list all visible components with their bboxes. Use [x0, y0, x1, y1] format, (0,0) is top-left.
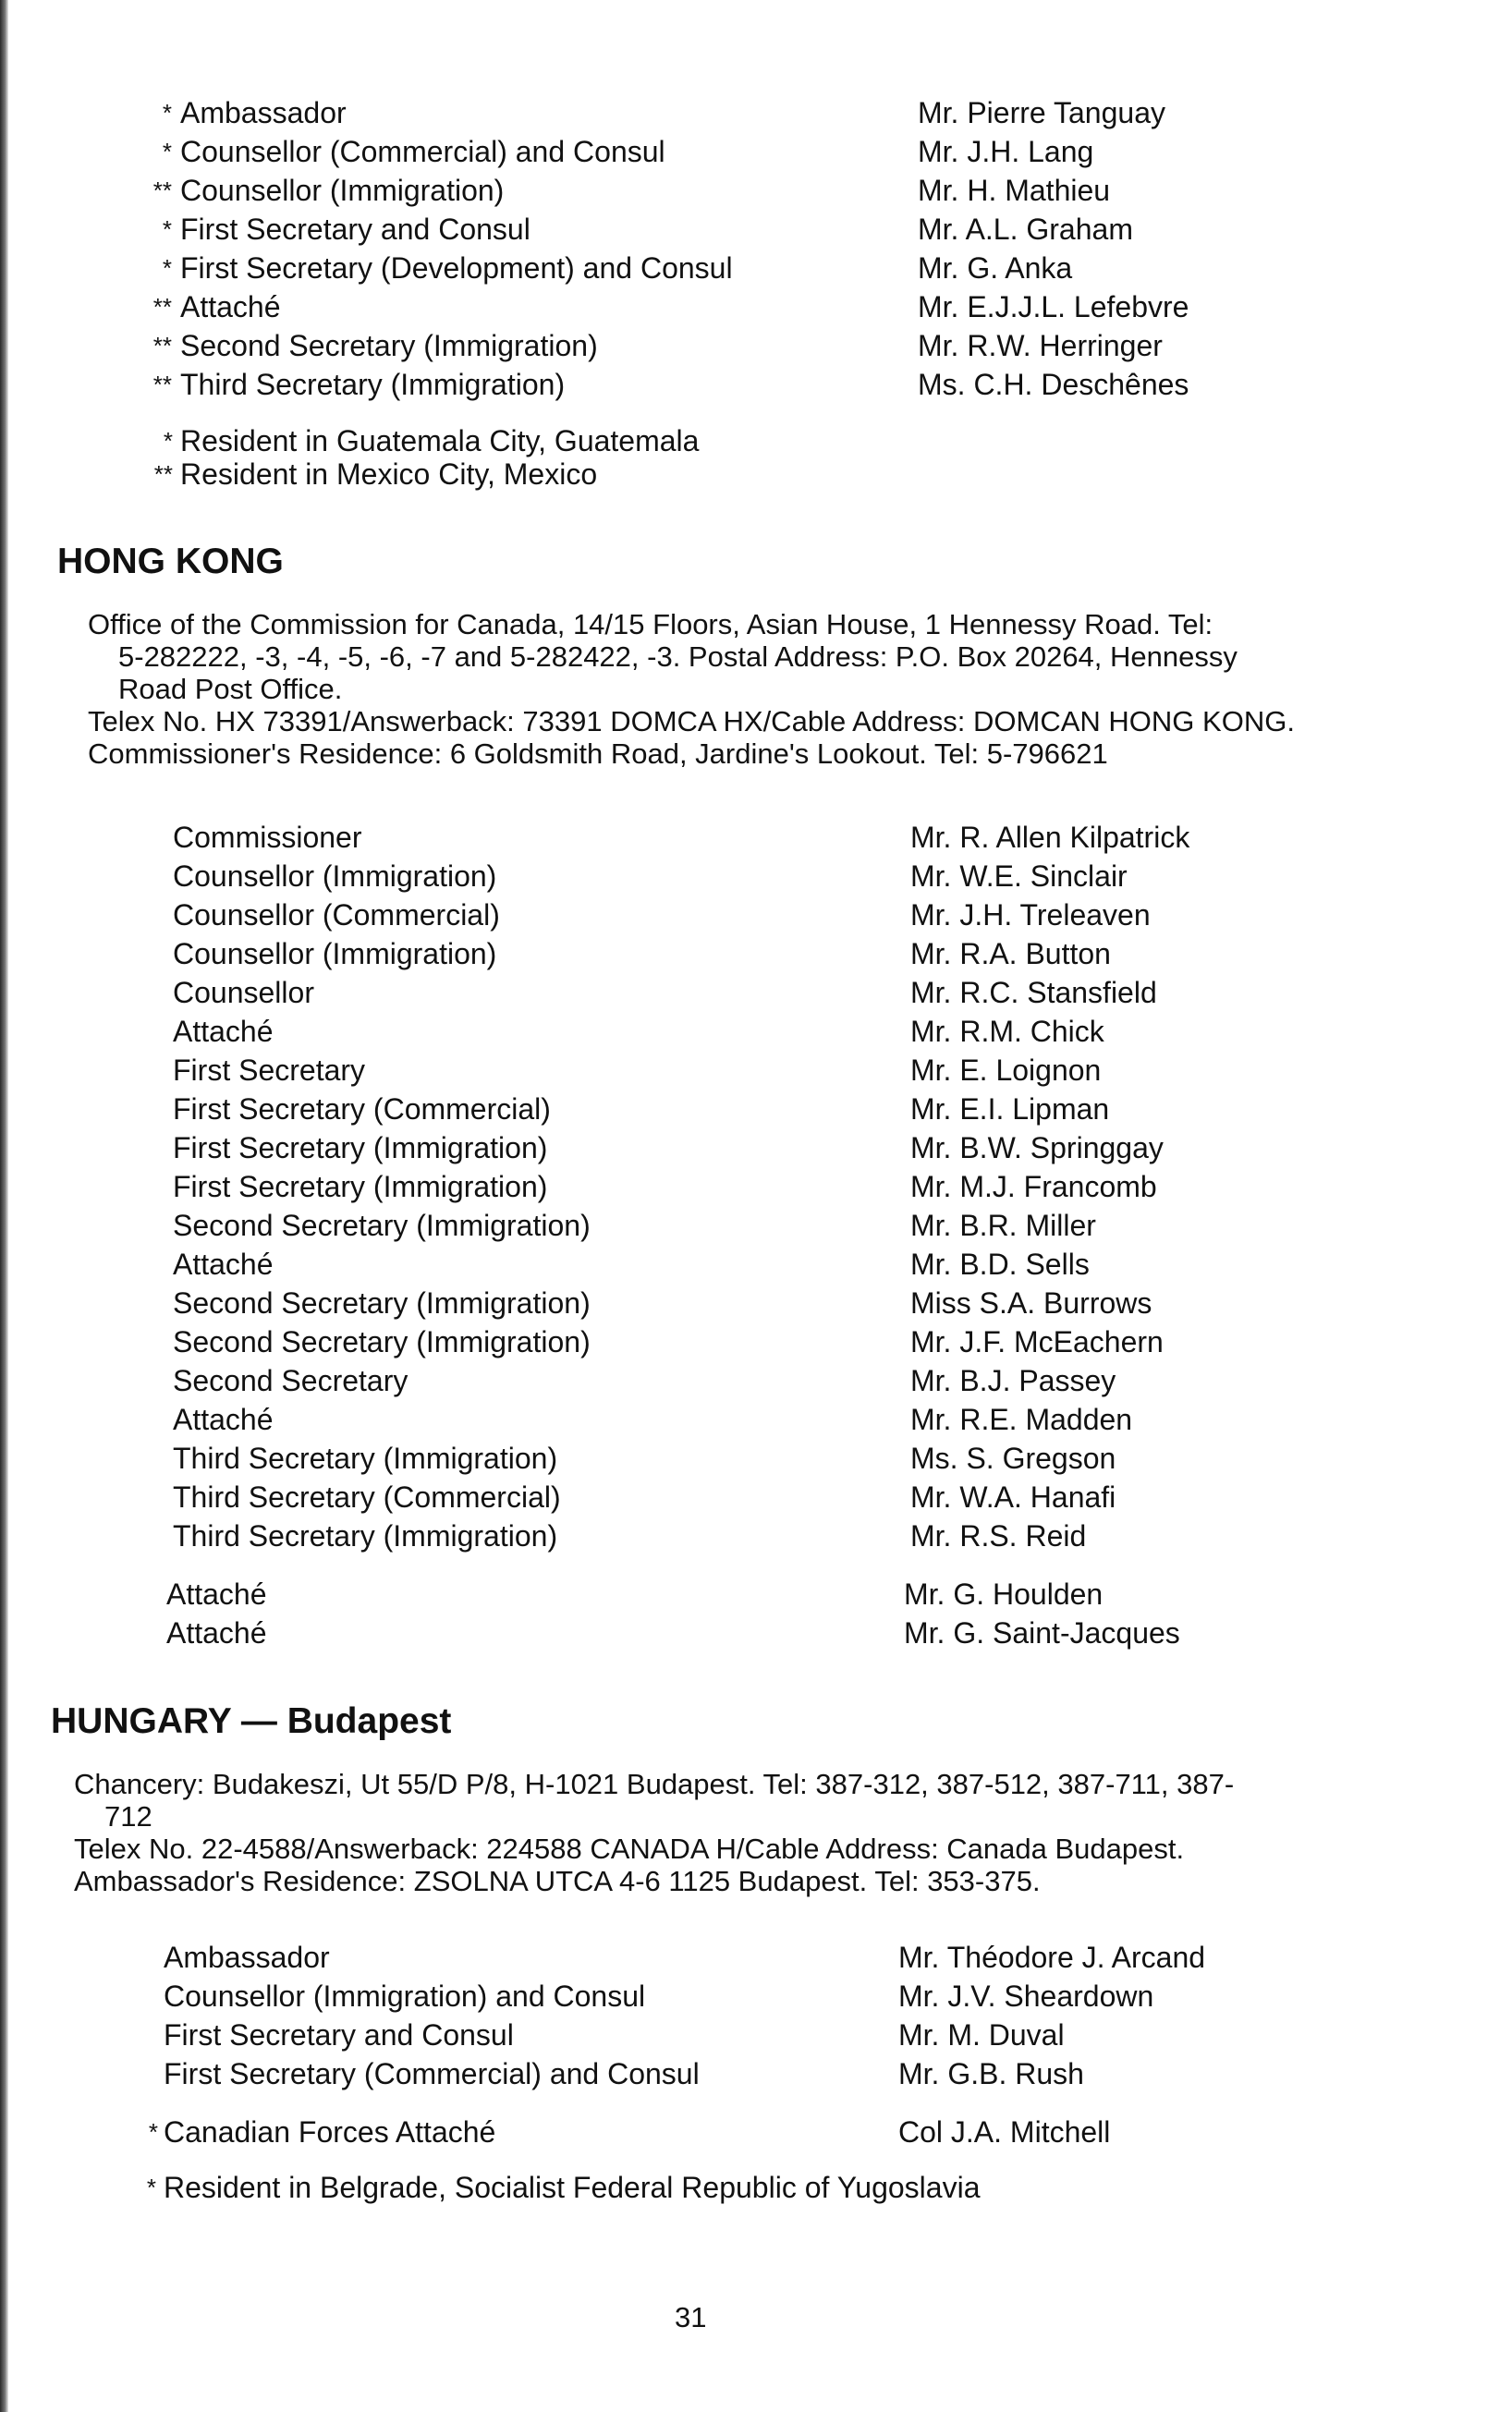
staff-name: Mr. R.M. Chick	[910, 1015, 1104, 1048]
staff-title: Canadian Forces Attaché	[164, 2115, 496, 2149]
staff-title: Attaché	[173, 1248, 274, 1281]
staff-row	[0, 1361, 1512, 1400]
hungary-forces-attache	[0, 2113, 1512, 2151]
footnote-text: Resident in Guatemala City, Guatemala	[180, 424, 700, 457]
staff-row	[0, 249, 1512, 287]
staff-name: Mr. J.F. McEachern	[910, 1325, 1164, 1358]
telex-line: Telex No. HX 73391/Answerback: 73391 DOMCA HX/Cable Address: DOMCAN HONG KONG.	[88, 705, 1295, 737]
staff-row	[0, 365, 1512, 404]
staff-name: Mr. E.J.J.L. Lefebvre	[918, 290, 1189, 323]
footnote-marker: *	[146, 2174, 156, 2201]
staff-title: Commissioner	[173, 821, 362, 854]
staff-title: Counsellor (Commercial) and Consul	[180, 135, 665, 168]
staff-name: Mr. A.L. Graham	[918, 213, 1133, 246]
staff-name: Mr. G. Houlden	[904, 1578, 1104, 1611]
residence-line: Commissioner's Residence: 6 Goldsmith Road, Jardine's Lookout. Tel: 5-796621	[88, 737, 1108, 770]
staff-title: Ambassador	[164, 1941, 330, 1974]
page-number: 31	[675, 2301, 707, 2333]
staff-row	[0, 1977, 1512, 2016]
staff-title: Counsellor (Commercial)	[173, 898, 500, 932]
staff-title: First Secretary (Development) and Consul	[180, 251, 733, 285]
staff-name: Mr. R.W. Herringer	[918, 329, 1163, 362]
staff-title: Second Secretary	[173, 1364, 408, 1397]
section-heading-hong-kong: HONG KONG	[57, 542, 284, 581]
staff-row	[0, 171, 1512, 210]
footnote	[146, 2171, 981, 2204]
staff-name: Mr. B.R. Miller	[910, 1209, 1096, 1242]
staff-name: Mr. Pierre Tanguay	[918, 96, 1165, 129]
staff-row	[0, 895, 1512, 934]
footnote-marker: *	[162, 99, 172, 127]
staff-title: Second Secretary (Immigration)	[173, 1286, 591, 1320]
footnote-marker: **	[153, 460, 173, 488]
staff-title: Attaché	[180, 290, 281, 323]
staff-name: Mr. J.H. Lang	[918, 135, 1094, 168]
staff-title: First Secretary (Immigration)	[173, 1131, 548, 1164]
staff-row	[0, 1206, 1512, 1245]
footnote-marker: *	[148, 2118, 158, 2146]
staff-title: Second Secretary (Immigration)	[180, 329, 598, 362]
staff-name: Ms. C.H. Deschênes	[918, 368, 1189, 401]
mission-address-block	[74, 1768, 1460, 1897]
footnote-marker: **	[152, 371, 172, 398]
staff-title: First Secretary	[173, 1054, 366, 1087]
office-address-line: Office of the Commission for Canada, 14/15 Floors, Asian House, 1 Hennessy Road. Tel:	[88, 608, 1213, 640]
staff-name: Mr. R.E. Madden	[910, 1403, 1133, 1436]
staff-name: Mr. R. Allen Kilpatrick	[910, 821, 1190, 854]
staff-row	[0, 1245, 1512, 1284]
telex-line: Telex No. 22-4588/Answerback: 224588 CANADA H/Cable Address: Canada Budapest.	[74, 1833, 1185, 1865]
staff-title: Attaché	[173, 1015, 274, 1048]
staff-title: First Secretary and Consul	[164, 2018, 514, 2052]
footnote-marker: **	[152, 293, 172, 321]
staff-row	[0, 1400, 1512, 1439]
staff-row	[0, 1614, 1512, 1652]
staff-row	[0, 2054, 1512, 2093]
top-staff-list	[0, 93, 1512, 404]
footnote-text: Resident in Belgrade, Socialist Federal Republic of Yugoslavia	[164, 2171, 981, 2204]
staff-title: Third Secretary (Immigration)	[173, 1442, 558, 1475]
staff-row	[0, 818, 1512, 857]
staff-title: Ambassador	[180, 96, 347, 129]
staff-name: Mr. G. Anka	[918, 251, 1073, 285]
footnote-marker: **	[152, 177, 172, 204]
staff-name: Miss S.A. Burrows	[910, 1286, 1152, 1320]
staff-title: Attaché	[166, 1578, 267, 1611]
staff-title: Attaché	[166, 1616, 267, 1650]
staff-name: Mr. R.C. Stansfield	[910, 976, 1157, 1009]
staff-name: Mr. R.S. Reid	[910, 1519, 1087, 1553]
staff-title: Counsellor (Immigration)	[173, 937, 497, 970]
staff-title: First Secretary and Consul	[180, 213, 530, 246]
staff-title: Third Secretary (Commercial)	[173, 1480, 561, 1514]
staff-row	[0, 1938, 1512, 1977]
staff-row	[0, 210, 1512, 249]
chancery-address-line: 712	[104, 1800, 152, 1833]
staff-row	[0, 1012, 1512, 1051]
staff-name: Mr. E.I. Lipman	[910, 1092, 1110, 1126]
staff-name: Mr. G. Saint-Jacques	[904, 1616, 1180, 1650]
staff-row	[0, 132, 1512, 171]
staff-row	[0, 1322, 1512, 1361]
staff-title: Counsellor	[173, 976, 314, 1009]
staff-name: Ms. S. Gregson	[910, 1442, 1116, 1475]
footnote-marker: *	[162, 215, 172, 243]
hungary-staff-list	[0, 1938, 1512, 2093]
staff-name: Mr. J.H. Treleaven	[910, 898, 1151, 932]
staff-row	[0, 1575, 1512, 1614]
staff-title: Attaché	[173, 1403, 274, 1436]
staff-name: Mr. E. Loignon	[910, 1054, 1102, 1087]
footnote	[163, 424, 700, 457]
hong-kong-staff-list-extra	[0, 1575, 1512, 1652]
office-address-line: 5-282222, -3, -4, -5, -6, -7 and 5-282422, -3. Postal Address: P.O. Box 20264, Hennessy	[118, 640, 1238, 673]
staff-name: Mr. B.J. Passey	[910, 1364, 1116, 1397]
staff-title: Second Secretary (Immigration)	[173, 1325, 591, 1358]
footnote-marker: **	[152, 332, 172, 359]
footnote-marker: *	[162, 138, 172, 165]
staff-title: Third Secretary (Immigration)	[173, 1519, 558, 1553]
staff-row	[0, 1517, 1512, 1555]
staff-row	[0, 1167, 1512, 1206]
staff-name: Mr. W.A. Hanafi	[910, 1480, 1116, 1514]
staff-row	[0, 857, 1512, 895]
footnote-marker: *	[163, 427, 173, 455]
staff-name: Col J.A. Mitchell	[898, 2115, 1111, 2149]
staff-name: Mr. G.B. Rush	[898, 2057, 1084, 2090]
staff-name: Mr. B.W. Springgay	[910, 1131, 1164, 1164]
staff-row	[0, 2113, 1512, 2151]
staff-row	[0, 326, 1512, 365]
footnote-text: Resident in Mexico City, Mexico	[180, 457, 598, 491]
staff-title: First Secretary (Commercial) and Consul	[164, 2057, 700, 2090]
staff-title: First Secretary (Commercial)	[173, 1092, 551, 1126]
residence-line: Ambassador's Residence: ZSOLNA UTCA 4-6 1125 Budapest. Tel: 353-375.	[74, 1865, 1041, 1897]
staff-name: Mr. W.E. Sinclair	[910, 859, 1128, 893]
staff-row	[0, 1284, 1512, 1322]
hong-kong-staff-list	[0, 818, 1512, 1555]
staff-name: Mr. B.D. Sells	[910, 1248, 1090, 1281]
staff-name: Mr. M.J. Francomb	[910, 1170, 1157, 1203]
staff-title: Counsellor (Immigration)	[180, 174, 505, 207]
section-heading-hungary: HUNGARY — Budapest	[51, 1701, 452, 1741]
staff-row	[0, 2016, 1512, 2054]
staff-row	[0, 287, 1512, 326]
staff-name: Mr. Théodore J. Arcand	[898, 1941, 1206, 1974]
staff-row	[0, 1439, 1512, 1478]
staff-title: Counsellor (Immigration)	[173, 859, 497, 893]
staff-row	[0, 1051, 1512, 1090]
staff-row	[0, 1128, 1512, 1167]
office-address-line: Road Post Office.	[118, 673, 343, 705]
staff-row	[0, 973, 1512, 1012]
staff-name: Mr. R.A. Button	[910, 937, 1111, 970]
staff-row	[0, 934, 1512, 973]
staff-name: Mr. M. Duval	[898, 2018, 1065, 2052]
staff-row	[0, 1478, 1512, 1517]
staff-name: Mr. J.V. Sheardown	[898, 1980, 1154, 2013]
staff-title: Counsellor (Immigration) and Consul	[164, 1980, 646, 2013]
staff-row	[0, 1090, 1512, 1128]
chancery-address-line: Chancery: Budakeszi, Ut 55/D P/8, H-1021 Budapest. Tel: 387-312, 387-512, 387-711, 387-	[74, 1768, 1235, 1800]
staff-row	[0, 93, 1512, 132]
footnote-marker: *	[162, 254, 172, 282]
staff-title: Third Secretary (Immigration)	[180, 368, 566, 401]
footnote	[153, 457, 598, 491]
staff-title: First Secretary (Immigration)	[173, 1170, 548, 1203]
staff-title: Second Secretary (Immigration)	[173, 1209, 591, 1242]
mission-address-block	[88, 608, 1456, 770]
staff-name: Mr. H. Mathieu	[918, 174, 1111, 207]
